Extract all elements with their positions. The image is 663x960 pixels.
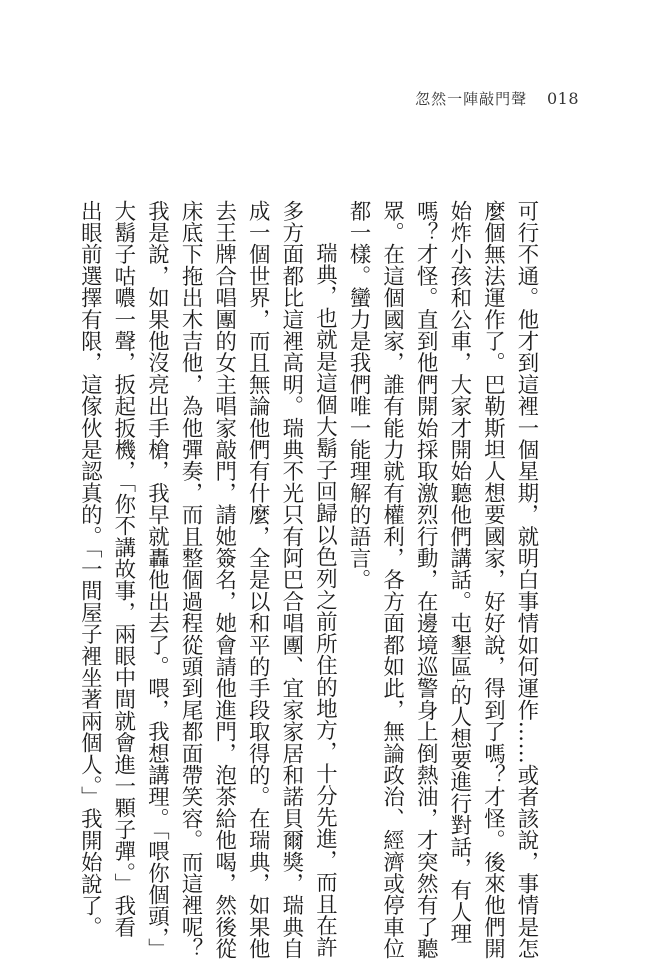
- page-number: 018: [546, 89, 579, 108]
- text-column-4: 嗎？才怪。直到他們開始採取激烈行動，在邊境巡警身上倒熱油，才突然有了聽: [413, 200, 439, 960]
- body-text: [73, 200, 543, 960]
- text-column-3-start: 始炸小孩和公車，大家才開始聽他們講話。屯墾區: [446, 200, 472, 678]
- text-column-8: 多方面都比這裡高明。瑞典不光只有阿巴合唱團、宜家家居和諾貝爾獎，瑞典自: [278, 200, 304, 960]
- text-column-3: [442, 200, 476, 945]
- text-column-5: 眾。在這個國家，誰有能力就有權利，各方面都如此，無論政治、經濟或停車位: [379, 200, 405, 960]
- text-column-11: 床底下拖出木吉他，為他彈奏，而且整個過程從頭到尾都面帶笑容。而這裡呢？: [178, 200, 204, 960]
- text-column-1: 可行不通。他才到這裡一個星期，就明白事情如何運作……或者該說，事情是怎: [514, 200, 539, 960]
- running-head: [415, 88, 579, 109]
- text-column-14: 出眼前選擇有限，這傢伙是認真的。「一間屋子裡坐著兩個人。」我開始說了。: [77, 200, 103, 939]
- text-column-10: 去王牌合唱團的女主唱家敲門，請她簽名，她會請他進門，泡茶給他喝，然後從: [211, 200, 237, 960]
- text-column-7: 瑞典，也就是這個大鬍子回歸以色列之前所住的地方，十分先進，而且在許: [312, 242, 338, 959]
- text-column-2: 麼個無法運作了。巴勒斯坦人想要國家，好好說，得到了嗎？才怪。後來他們開: [480, 200, 506, 960]
- text-column-3-end: 的人想要進行對話，有人理: [446, 684, 472, 945]
- text-column-12: 我是說，如果他沒亮出手槍，我早就轟他出去了。喂，我想講理。「喂你個頭，」: [144, 200, 170, 960]
- text-column-13: 大鬍子咕噥一聲，扳起扳機，「你不講故事，兩眼中間就會進一顆子彈。」我看: [110, 200, 136, 939]
- chapter-title: 忽然一陣敲門聲: [415, 90, 528, 108]
- text-column-6: 都一樣。蠻力是我們唯一能理解的語言。: [346, 200, 372, 591]
- text-column-9: 成一個世界，而且無論他們有什麼，全是以和平的手段取得的。在瑞典，如果他: [245, 200, 271, 960]
- footnote-reference-1: 1: [453, 677, 465, 685]
